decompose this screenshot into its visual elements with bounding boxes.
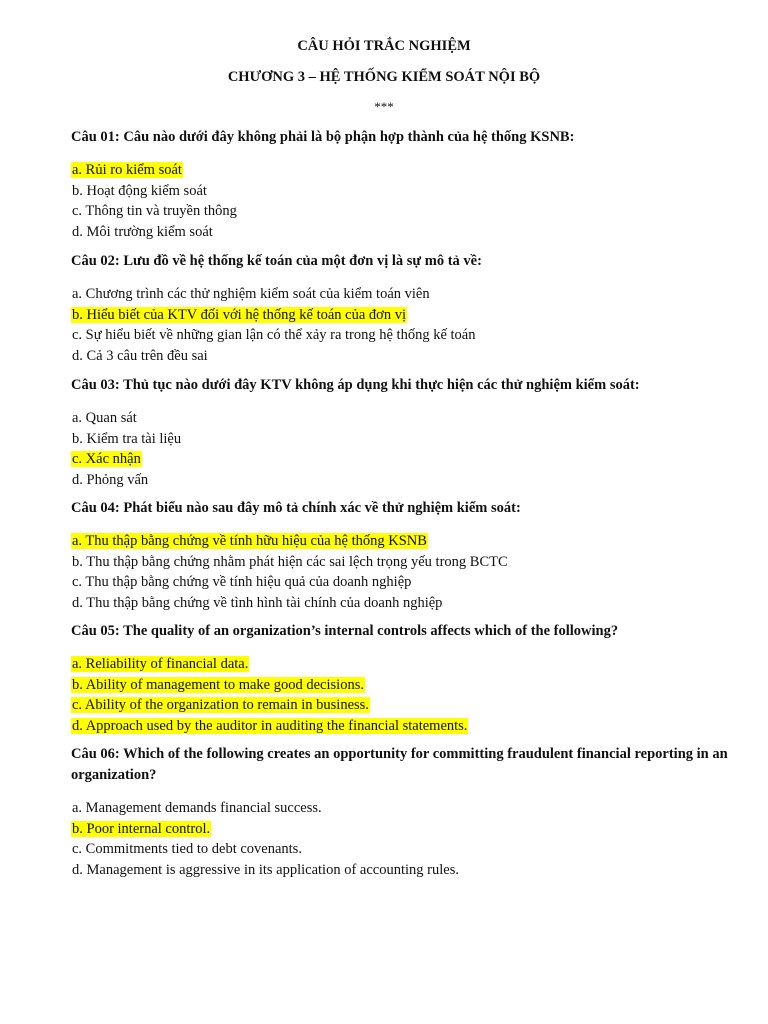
answer-option: [71, 552, 731, 573]
option-label: c. Sự hiểu biết về những gian lận có thể xảy ra trong hệ thống kế toán: [72, 327, 476, 343]
question-text: Câu 04: Phát biểu nào sau đây mô tả chính xác về thử nghiệm kiểm soát:: [71, 500, 521, 516]
option-label: a. Chương trình các thử nghiệm kiểm soát của kiểm toán viên: [72, 286, 430, 302]
option-label: d. Management is aggressive in its application of accounting rules.: [72, 861, 459, 878]
option-list: [71, 408, 731, 490]
question-text: Câu 06: Which of the following creates an opportunity for committing fraudulent financial reporting in an organization?: [71, 746, 728, 783]
option-label: d. Cả 3 câu trên đều sai: [72, 347, 208, 364]
answer-option: [71, 325, 731, 346]
option-label: b. Kiểm tra tài liệu: [72, 430, 182, 447]
answer-option: [71, 839, 731, 860]
answer-option: [71, 284, 731, 305]
answer-option: [71, 716, 731, 737]
answer-option: [71, 305, 731, 326]
option-list: [71, 531, 731, 613]
answer-option: [71, 449, 731, 470]
answer-option: [71, 819, 731, 840]
option-label: b. Hoạt động kiểm soát: [72, 182, 207, 199]
answer-option: [71, 593, 731, 614]
question-text: Câu 02: Lưu đồ về hệ thống kế toán của một đơn vị là sự mô tả về:: [71, 253, 482, 269]
answer-option: [71, 531, 731, 552]
option-list: [71, 654, 731, 736]
question-text: Câu 03: Thủ tục nào dưới đây KTV không áp dụng khi thực hiện các thử nghiệm kiểm soát:: [71, 377, 640, 393]
option-label: c. Thông tin và truyền thông: [72, 203, 237, 219]
option-label: a. Thu thập bằng chứng về tính hữu hiệu của hệ thống KSNB: [72, 533, 427, 549]
option-label: d. Phỏng vấn: [72, 471, 149, 488]
option-label: a. Rủi ro kiểm soát: [72, 162, 182, 178]
option-label: a. Quan sát: [72, 410, 137, 426]
option-label: d. Thu thập bằng chứng về tình hình tài chính của doanh nghiệp: [72, 594, 443, 611]
answer-option: [71, 408, 731, 429]
question-block: [71, 744, 731, 880]
option-label: d. Approach used by the auditor in auditing the financial statements.: [72, 717, 468, 734]
answer-option: [71, 860, 731, 881]
option-label: d. Môi trường kiểm soát: [72, 223, 213, 240]
question-text: Câu 05: The quality of an organization’s internal controls affects which of the following?: [71, 623, 619, 639]
answer-option: [71, 798, 731, 819]
answer-option: [71, 572, 731, 593]
answer-option: [71, 695, 731, 716]
option-label: a. Management demands financial success.: [72, 800, 322, 816]
answer-option: [71, 181, 731, 202]
option-list: [71, 160, 731, 242]
answer-option: [71, 160, 731, 181]
document-title: CÂU HỎI TRẮC NGHIỆM: [297, 38, 471, 54]
answer-option: [71, 346, 731, 367]
answer-option: [71, 201, 731, 222]
question-block: [71, 127, 731, 242]
option-label: c. Commitments tied to debt covenants.: [72, 841, 302, 857]
option-list: [71, 798, 731, 880]
option-label: b. Thu thập bằng chứng nhằm phát hiện các sai lệch trọng yếu trong BCTC: [72, 553, 508, 570]
question-block: [71, 621, 731, 736]
option-label: b. Poor internal control.: [72, 820, 211, 837]
option-label: b. Ability of management to make good decisions.: [72, 676, 364, 693]
chapter-title: CHƯƠNG 3 – HỆ THỐNG KIỂM SOÁT NỘI BỘ: [227, 69, 541, 85]
option-list: [71, 284, 731, 366]
question-block: [71, 375, 731, 490]
option-label: c. Xác nhận: [72, 451, 141, 467]
answer-option: [71, 429, 731, 450]
answer-option: [71, 470, 731, 491]
option-label: c. Thu thập bằng chứng về tính hiệu quả của doanh nghiệp: [72, 574, 412, 590]
question-block: [71, 251, 731, 366]
title-divider: ***: [374, 99, 394, 114]
answer-option: [71, 654, 731, 675]
option-label: a. Reliability of financial data.: [72, 656, 249, 672]
question-text: Câu 01: Câu nào dưới đây không phải là bộ phận hợp thành của hệ thống KSNB:: [71, 129, 575, 145]
answer-option: [71, 675, 731, 696]
option-label: b. Hiểu biết của KTV đối với hệ thống kế toán của đơn vị: [72, 306, 406, 323]
answer-option: [71, 222, 731, 243]
question-block: [71, 498, 731, 613]
option-label: c. Ability of the organization to remain in business.: [72, 697, 369, 713]
